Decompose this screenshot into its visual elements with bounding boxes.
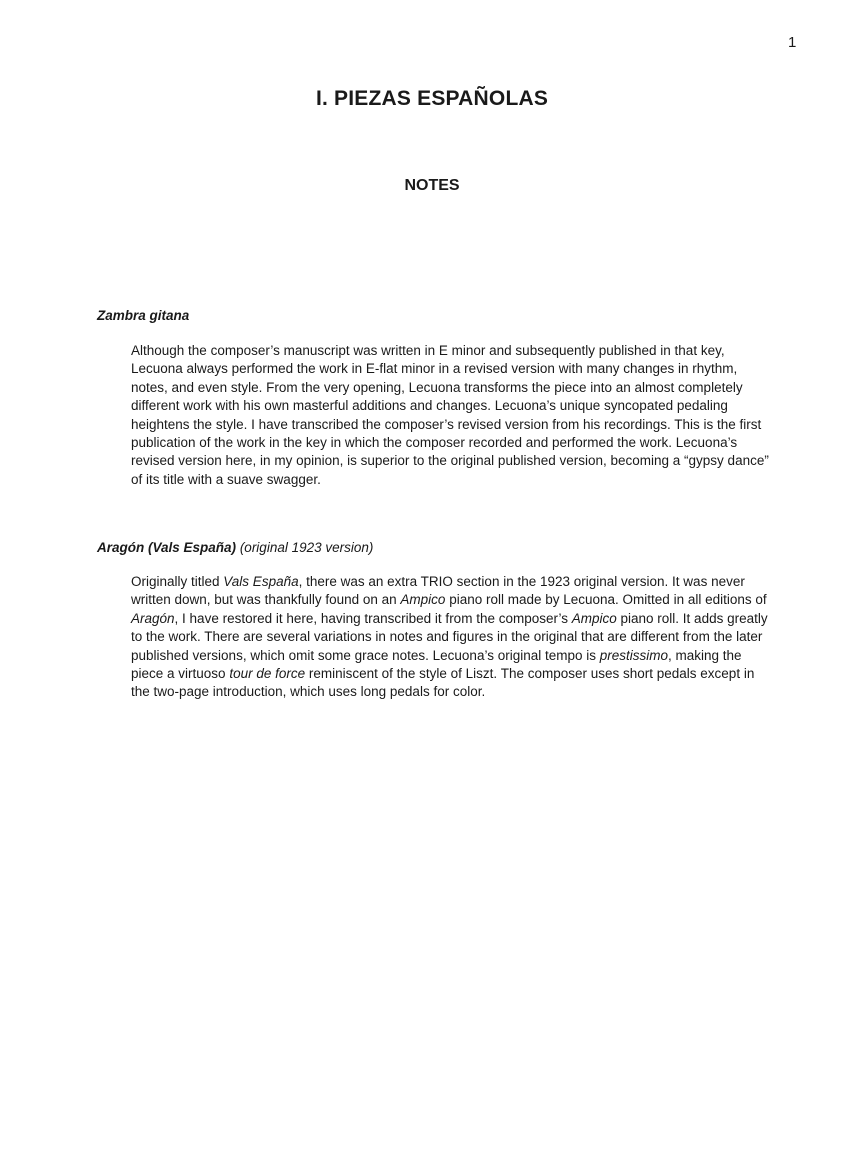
text-run: , there was an extra TRIO section in the 1923 original version. It was never written down, but was thankfully found on an <box>131 574 745 608</box>
text-run: , I have restored it here, having transcribed it from the composer’s <box>174 610 572 626</box>
section-body-aragon <box>131 573 771 702</box>
italic-text-run: Vals España <box>223 574 299 589</box>
italic-text-run: Aragón <box>131 610 175 626</box>
section-paragraph <box>131 342 771 489</box>
section-paragraph <box>131 573 771 702</box>
italic-text-run: tour de force <box>229 666 306 682</box>
section-heading-zambra-gitana <box>97 307 189 325</box>
text-run: piano roll. It adds greatly to the work. There are several variations in notes and figures in the original that are different from the later published versions, which omit some grace notes. Lecuona’s original tempo is <box>131 610 768 663</box>
italic-text-run: prestissimo <box>599 647 669 663</box>
section-title: Aragón (Vals España) <box>97 540 237 555</box>
text-run: Originally titled <box>131 574 224 589</box>
italic-text-run: Ampico <box>400 592 446 608</box>
text-run: piano roll made by Lecuona. Omitted in all editions of <box>445 592 767 608</box>
section-heading-aragon <box>97 539 373 557</box>
italic-text-run: Ampico <box>571 610 617 626</box>
section-title: Zambra gitana <box>97 308 190 323</box>
section-body-zambra-gitana <box>131 342 771 489</box>
notes-heading: NOTES <box>404 177 460 194</box>
text-run: Although the composer’s manuscript was written in E minor and subsequently published in that key, Lecuona always performed the work in E-flat minor in a revised version with many changes in rhythm, notes, and even style. From the very opening, Lecuona transforms the piece into an almost completely different work with his own masterful additions and changes. Lecuona’s unique syncopated pedaling heightens the style. I have transcribed the composer’s revised version from his recordings. This is the first publication of the work in the key in which the composer recorded and performed the work. Lecuona’s revised version here, in my opinion, is superior to the original published version, becoming a “gypsy dance” of its title with a suave swagger. <box>131 343 769 487</box>
section-subtitle: (original 1923 version) <box>239 540 374 555</box>
chapter-title: I. PIEZAS ESPAÑOLAS <box>315 87 549 110</box>
page-number: 1 <box>788 34 797 51</box>
text-run: reminiscent of the style of Liszt. The composer uses short pedals except in the two-page introduction, which uses long pedals for color. <box>131 666 755 700</box>
text-run: , making the piece a virtuoso <box>131 647 742 682</box>
